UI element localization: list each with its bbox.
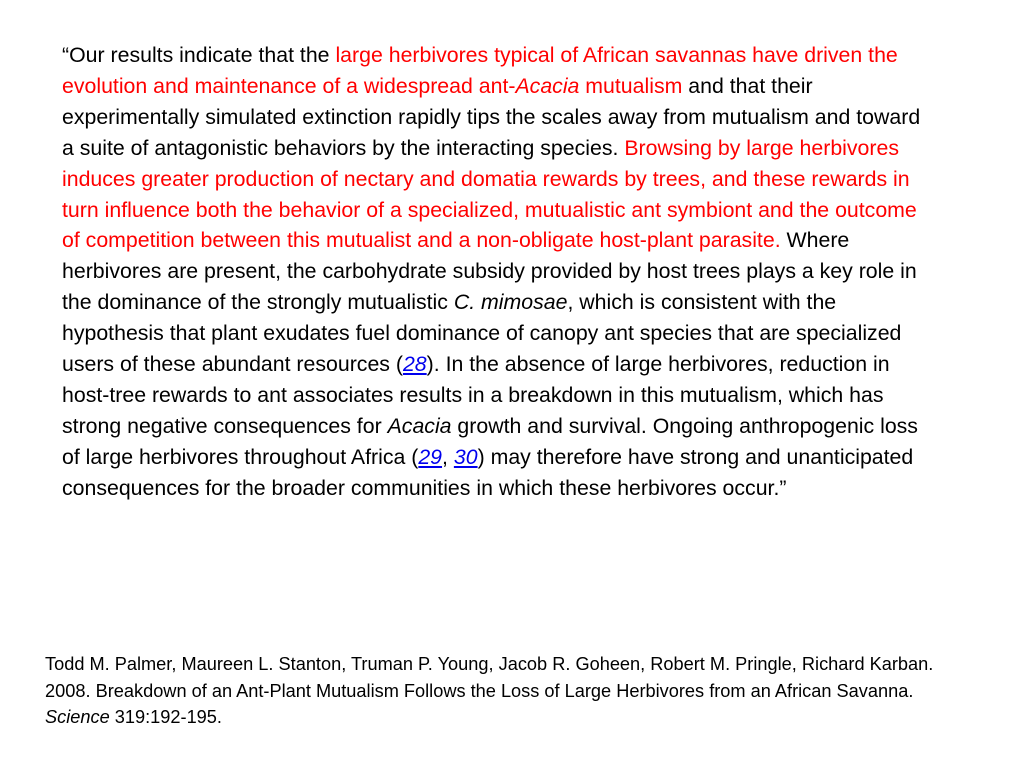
quote-text: growth and survival. Ongoing anthropogenic loss of large herbivores throughout Africa (	[62, 413, 918, 469]
italic-species-name: C. mimosae	[453, 290, 568, 315]
quote-text: ). In the absence of large herbivores, reduction in host-tree rewards to ant associates results in a breakdown in this mutualism, which has strong negative consequences for	[62, 352, 890, 438]
highlighted-italic-genus: Acacia	[515, 73, 580, 98]
quote-text: and that their experimentally simulated extinction rapidly tips the scales away from mutualism and toward a suite of antagonistic behaviors by the interacting species.	[62, 73, 921, 160]
quote-text: ,	[442, 444, 454, 469]
italic-genus-name: Acacia	[387, 413, 452, 438]
quote-text: Where herbivores are present, the carbohydrate subsidy provided by host trees plays a key role in the dominance of the strongly mutualistic	[62, 228, 917, 315]
quote-text: ) may therefore have strong and unanticipated consequences for the broader communities in which these herbivores occur.”	[62, 444, 914, 500]
reference-link-28[interactable]: 28	[402, 352, 427, 377]
citation-text: 319:192-195.	[109, 707, 222, 727]
quote-text: , which is consistent with the hypothesis that plant exudates fuel dominance of canopy ant species that are specialized users of these abundant resources (	[62, 290, 902, 377]
highlighted-text: Browsing by large herbivores induces greater production of nectary and domatia rewards by trees, and these rewards in turn influence both the behavior of a specialized, mutualistic ant symbiont and the outcome of competition between this mutualist and a non-obligate host-plant parasite.	[62, 135, 917, 253]
quote-text: “Our results indicate that the	[62, 43, 336, 67]
reference-link-30[interactable]: 30	[453, 444, 478, 469]
journal-name: Science	[45, 707, 110, 727]
reference-link-29[interactable]: 29	[418, 444, 443, 469]
quote-paragraph	[62, 40, 932, 504]
highlighted-text: mutualism	[579, 73, 683, 98]
highlighted-text: large herbivores typical of African savannas have driven the evolution and maintenance of a widespread ant-	[62, 43, 898, 98]
citation-text: Todd M. Palmer, Maureen L. Stanton, Truman P. Young, Jacob R. Goheen, Robert M. Pringle, Richard Karban. 2008. Breakdown of an Ant-Plant Mutualism Follows the Loss of Large Herbivores from an African Savanna.	[45, 654, 934, 701]
citation-paragraph	[45, 651, 945, 731]
